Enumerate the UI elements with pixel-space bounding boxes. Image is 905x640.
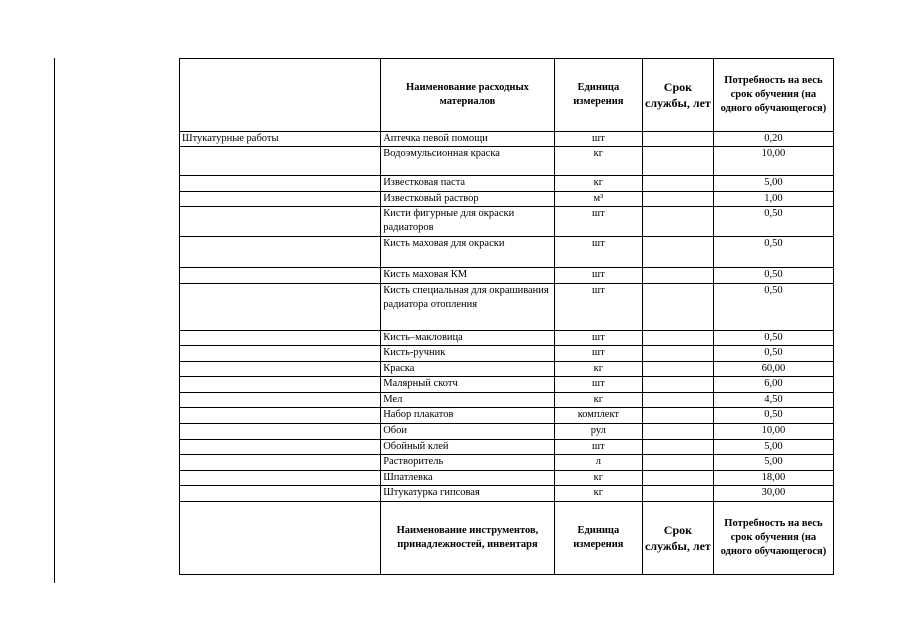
table-row <box>180 192 834 207</box>
table-row <box>180 268 834 284</box>
category-cell <box>180 268 381 284</box>
table-row <box>180 362 834 377</box>
unit-cell: кг <box>554 362 642 377</box>
material-name-cell: Кисть-ручник <box>381 346 555 362</box>
material-name-cell: Кисть маховая КМ <box>381 268 555 284</box>
category-cell <box>180 424 381 440</box>
table-row <box>180 424 834 440</box>
table-row <box>180 176 834 192</box>
header-empty-cell <box>180 59 381 132</box>
category-cell <box>180 346 381 362</box>
service-life-cell <box>643 377 714 393</box>
category-cell <box>180 192 381 207</box>
material-name-cell: Обойный клей <box>381 440 555 455</box>
header-empty-cell <box>180 502 381 575</box>
header-tools-life: Срок службы, лет <box>643 502 714 575</box>
need-cell: 10,00 <box>713 147 833 176</box>
table-row <box>180 331 834 346</box>
need-cell: 5,00 <box>713 455 833 471</box>
unit-cell: м³ <box>554 192 642 207</box>
service-life-cell <box>643 362 714 377</box>
unit-cell: кг <box>554 176 642 192</box>
table-row <box>180 207 834 237</box>
header-tools-name: Наименование инструментов, принадлежностей, инвентаря <box>381 502 555 575</box>
header-tools-unit: Единица измерения <box>554 502 642 575</box>
material-name-cell: Водоэмульсионная краска <box>381 147 555 176</box>
table-row <box>180 408 834 424</box>
material-name-cell: Кисть специальная для окрашивания радиатора отопления <box>381 284 555 331</box>
table-row <box>180 237 834 268</box>
need-cell: 0,50 <box>713 331 833 346</box>
need-cell: 0,50 <box>713 346 833 362</box>
service-life-cell <box>643 284 714 331</box>
need-cell: 0,50 <box>713 268 833 284</box>
table-row <box>180 455 834 471</box>
material-name-cell: Известковая паста <box>381 176 555 192</box>
category-cell <box>180 471 381 486</box>
service-life-cell <box>643 471 714 486</box>
service-life-cell <box>643 486 714 502</box>
service-life-cell <box>643 207 714 237</box>
need-cell: 6,00 <box>713 377 833 393</box>
material-name-cell: Аптечка певой помощи <box>381 132 555 147</box>
unit-cell: шт <box>554 331 642 346</box>
header-tools-need: Потребность на весь срок обучения (на одного обучающегося) <box>713 502 833 575</box>
unit-cell: кг <box>554 486 642 502</box>
category-cell <box>180 147 381 176</box>
service-life-cell <box>643 192 714 207</box>
service-life-cell <box>643 237 714 268</box>
material-name-cell: Известковый раствор <box>381 192 555 207</box>
table-row <box>180 471 834 486</box>
need-cell: 5,00 <box>713 440 833 455</box>
category-cell <box>180 331 381 346</box>
header-name: Наименование расходных материалов <box>381 59 555 132</box>
unit-cell: шт <box>554 440 642 455</box>
unit-cell: л <box>554 455 642 471</box>
need-cell: 18,00 <box>713 471 833 486</box>
unit-cell: кг <box>554 147 642 176</box>
materials-table <box>179 58 834 575</box>
material-name-cell: Растворитель <box>381 455 555 471</box>
service-life-cell <box>643 408 714 424</box>
unit-cell: комплект <box>554 408 642 424</box>
category-cell <box>180 408 381 424</box>
category-cell <box>180 207 381 237</box>
header-life: Срок службы, лет <box>643 59 714 132</box>
unit-cell: шт <box>554 207 642 237</box>
need-cell: 60,00 <box>713 362 833 377</box>
category-cell: Штукатурные работы <box>180 132 381 147</box>
need-cell: 0,20 <box>713 132 833 147</box>
category-cell <box>180 440 381 455</box>
need-cell: 0,50 <box>713 207 833 237</box>
unit-cell: кг <box>554 393 642 408</box>
service-life-cell <box>643 455 714 471</box>
table-row <box>180 346 834 362</box>
table-row <box>180 132 834 147</box>
header-need: Потребность на весь срок обучения (на одного обучающегося) <box>713 59 833 132</box>
unit-cell: шт <box>554 268 642 284</box>
need-cell: 5,00 <box>713 176 833 192</box>
need-cell: 0,50 <box>713 237 833 268</box>
service-life-cell <box>643 132 714 147</box>
material-name-cell: Шпатлевка <box>381 471 555 486</box>
category-cell <box>180 455 381 471</box>
table-row <box>180 393 834 408</box>
service-life-cell <box>643 440 714 455</box>
category-cell <box>180 377 381 393</box>
table-row <box>180 284 834 331</box>
service-life-cell <box>643 176 714 192</box>
unit-cell: рул <box>554 424 642 440</box>
need-cell: 0,50 <box>713 284 833 331</box>
category-cell <box>180 393 381 408</box>
table-row <box>180 486 834 502</box>
need-cell: 30,00 <box>713 486 833 502</box>
category-cell <box>180 362 381 377</box>
category-cell <box>180 176 381 192</box>
category-cell <box>180 284 381 331</box>
unit-cell: кг <box>554 471 642 486</box>
service-life-cell <box>643 424 714 440</box>
material-name-cell: Кисть–макловица <box>381 331 555 346</box>
table-row <box>180 440 834 455</box>
category-cell <box>180 237 381 268</box>
unit-cell: шт <box>554 237 642 268</box>
material-name-cell: Набор плакатов <box>381 408 555 424</box>
need-cell: 1,00 <box>713 192 833 207</box>
need-cell: 10,00 <box>713 424 833 440</box>
table-row <box>180 377 834 393</box>
service-life-cell <box>643 346 714 362</box>
need-cell: 0,50 <box>713 408 833 424</box>
material-name-cell: Мел <box>381 393 555 408</box>
header-row-tools <box>180 502 834 575</box>
unit-cell: шт <box>554 377 642 393</box>
page-margin-line <box>54 58 55 583</box>
header-row-materials <box>180 59 834 132</box>
need-cell: 4,50 <box>713 393 833 408</box>
service-life-cell <box>643 268 714 284</box>
unit-cell: шт <box>554 346 642 362</box>
material-name-cell: Кисти фигурные для окраски радиаторов <box>381 207 555 237</box>
material-name-cell: Малярный скотч <box>381 377 555 393</box>
material-name-cell: Краска <box>381 362 555 377</box>
category-cell <box>180 486 381 502</box>
service-life-cell <box>643 331 714 346</box>
material-name-cell: Кисть маховая для окраски <box>381 237 555 268</box>
service-life-cell <box>643 147 714 176</box>
material-name-cell: Штукатурка гипсовая <box>381 486 555 502</box>
table-row <box>180 147 834 176</box>
material-name-cell: Обои <box>381 424 555 440</box>
service-life-cell <box>643 393 714 408</box>
header-unit: Единица измерения <box>554 59 642 132</box>
unit-cell: шт <box>554 284 642 331</box>
unit-cell: шт <box>554 132 642 147</box>
